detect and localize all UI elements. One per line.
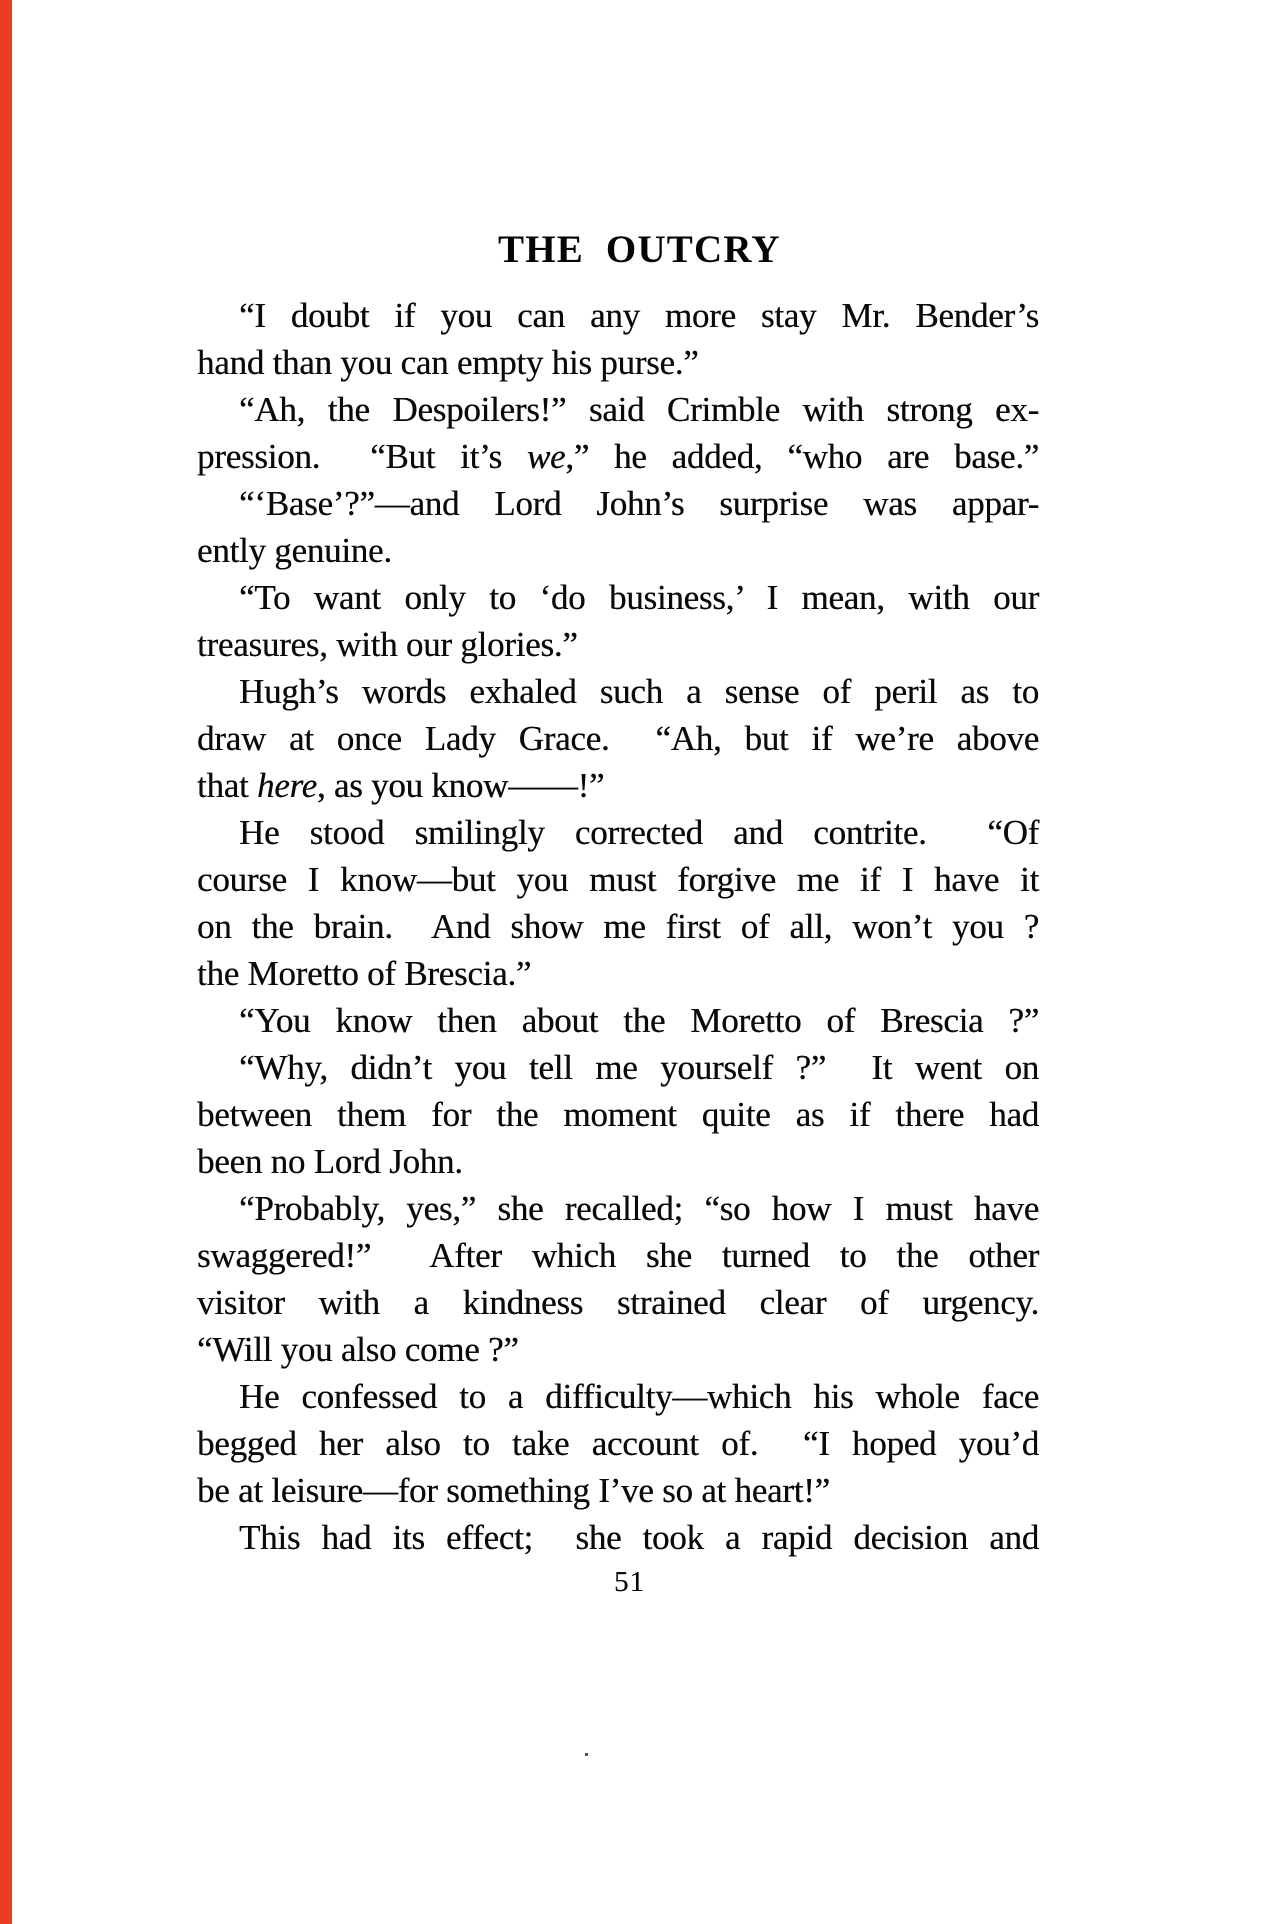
text-segment: the Moretto of Brescia.” bbox=[197, 954, 532, 993]
text-line bbox=[197, 527, 1039, 574]
text-segment: been no Lord John. bbox=[197, 1142, 463, 1181]
text-line bbox=[197, 1420, 1039, 1467]
text-segment: visitor with a kindness strained clear of urgency. bbox=[197, 1283, 1039, 1322]
text-line bbox=[197, 903, 1039, 950]
text-segment: begged her also to take account of. “I hoped you’d bbox=[197, 1424, 1039, 1463]
text-segment: that bbox=[197, 766, 257, 805]
text-line bbox=[197, 1326, 1039, 1373]
text-segment: He confessed to a difficulty—which his whole face bbox=[239, 1377, 1039, 1416]
text-segment: Hugh’s words exhaled such a sense of peril as to bbox=[239, 672, 1039, 711]
text-segment: ,” he added, “who are base.” bbox=[565, 437, 1039, 476]
text-segment: be at leisure—for something I’ve so at heart!” bbox=[197, 1471, 830, 1510]
text-line bbox=[197, 339, 1039, 386]
text-segment: draw at once Lady Grace. “Ah, but if we’re above bbox=[197, 719, 1039, 758]
text-segment: swaggered!” After which she turned to the other bbox=[197, 1236, 1039, 1275]
text-segment: This had its effect; she took a rapid decision and bbox=[239, 1518, 1039, 1557]
text-line bbox=[197, 1514, 1039, 1561]
text-segment: He stood smilingly corrected and contrite. “Of bbox=[239, 813, 1039, 852]
text-line bbox=[197, 715, 1039, 762]
text-line bbox=[197, 386, 1039, 433]
text-segment: treasures, with our glories.” bbox=[197, 625, 578, 664]
text-segment: , as you know——!” bbox=[316, 766, 605, 805]
italic-text: here bbox=[256, 766, 317, 805]
scan-artifact-dot bbox=[585, 1753, 588, 1756]
text-line bbox=[197, 1044, 1039, 1091]
scan-edge-stripe bbox=[0, 0, 12, 1924]
text-segment: “You know then about the Moretto of Brescia ?” bbox=[239, 1001, 1039, 1040]
text-line bbox=[197, 1232, 1039, 1279]
text-line bbox=[197, 856, 1039, 903]
text-segment: “Probably, yes,” she recalled; “so how I must have bbox=[239, 1189, 1039, 1228]
text-segment: “‘Base’?”—and Lord John’s surprise was appar- bbox=[239, 484, 1039, 523]
text-segment: “To want only to ‘do business,’ I mean, with our bbox=[239, 578, 1039, 617]
text-line bbox=[197, 1373, 1039, 1420]
text-line bbox=[197, 480, 1039, 527]
text-segment: course I know—but you must forgive me if I have it bbox=[197, 860, 1039, 899]
text-segment: hand than you can empty his purse.” bbox=[197, 343, 699, 382]
text-line bbox=[197, 668, 1039, 715]
page-number: 51 bbox=[614, 1566, 645, 1598]
body-text bbox=[197, 292, 1039, 1561]
text-line bbox=[197, 762, 1039, 809]
text-line bbox=[197, 574, 1039, 621]
text-segment: “I doubt if you can any more stay Mr. Bender’s bbox=[239, 296, 1039, 335]
page-title: THE OUTCRY bbox=[498, 228, 781, 271]
text-segment: ently genuine. bbox=[197, 531, 392, 570]
text-line bbox=[197, 950, 1039, 997]
text-line bbox=[197, 1091, 1039, 1138]
text-segment: on the brain. And show me first of all, won’t you ? bbox=[197, 907, 1039, 946]
text-segment: “Will you also come ?” bbox=[197, 1330, 519, 1369]
text-line bbox=[197, 809, 1039, 856]
text-segment: between them for the moment quite as if there had bbox=[197, 1095, 1039, 1134]
text-line bbox=[197, 433, 1039, 480]
text-line bbox=[197, 1467, 1039, 1514]
text-line bbox=[197, 997, 1039, 1044]
italic-text: we bbox=[526, 437, 566, 476]
text-line bbox=[197, 621, 1039, 668]
text-line bbox=[197, 1279, 1039, 1326]
text-segment: pression. “But it’s bbox=[197, 437, 527, 476]
text-segment: “Ah, the Despoilers!” said Crimble with strong ex- bbox=[239, 390, 1039, 429]
text-line bbox=[197, 292, 1039, 339]
text-line bbox=[197, 1138, 1039, 1185]
text-line bbox=[197, 1185, 1039, 1232]
text-segment: “Why, didn’t you tell me yourself ?” It went on bbox=[239, 1048, 1039, 1087]
